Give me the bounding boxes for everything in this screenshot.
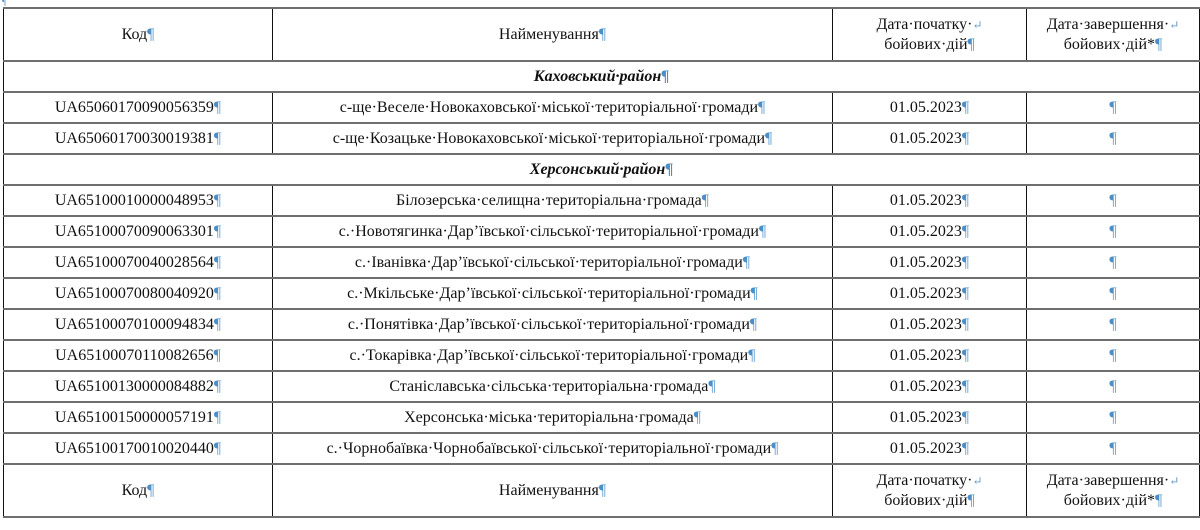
cell-end-date[interactable] [1027, 123, 1200, 154]
cell-name[interactable]: с.·Новотягинка·Дар’ївської·сільської·територіальної·громади¶ [273, 216, 833, 247]
line-break-icon: ↵ [972, 18, 983, 32]
pilcrow-icon: ¶ [748, 347, 756, 364]
cell-start-date[interactable]: 01.05.2023¶ [833, 371, 1027, 402]
cell-end-date[interactable] [1027, 216, 1200, 247]
cell-name[interactable]: Херсонська·міська·територіальна·громада¶ [273, 402, 833, 433]
cell-end-date[interactable] [1027, 433, 1200, 464]
cell-start-date[interactable]: 01.05.2023¶ [833, 340, 1027, 371]
pilcrow-icon: ¶ [213, 316, 222, 333]
pilcrow-icon: ¶ [598, 26, 607, 43]
cell-start-date[interactable]: 01.05.2023¶ [833, 123, 1027, 154]
cell-code[interactable]: UA65100070040028564¶ [4, 247, 273, 278]
pilcrow-icon: ¶ [967, 492, 975, 509]
pilcrow-icon: ¶ [1109, 316, 1117, 333]
pilcrow-icon: ¶ [1109, 285, 1117, 302]
table-row [4, 309, 1200, 340]
cell-end-date[interactable] [1027, 340, 1200, 371]
pilcrow-icon: ¶ [961, 99, 970, 116]
cell-start-date[interactable]: 01.05.2023¶ [833, 402, 1027, 433]
pilcrow-icon: ¶ [750, 285, 758, 302]
pilcrow-icon: ¶ [1109, 378, 1117, 395]
pilcrow-icon: ¶ [213, 347, 221, 364]
cell-end-date[interactable] [1027, 185, 1200, 216]
pilcrow-icon: ¶ [213, 99, 222, 116]
line-break-icon: ↵ [972, 474, 983, 488]
line-break-icon: ↵ [1169, 18, 1180, 32]
paragraph-mark: ¶ [2, 0, 7, 7]
cell-code[interactable]: UA65100070100094834¶ [4, 309, 273, 340]
table-row [4, 371, 1200, 402]
cell-name[interactable]: с.·Мкільське·Дар’ївської·сільської·територіальної·громади¶ [273, 278, 833, 309]
cell-start-date[interactable]: 01.05.2023¶ [833, 278, 1027, 309]
cell-end-date[interactable] [1027, 92, 1200, 123]
table-row [4, 340, 1200, 371]
cell-end-date[interactable] [1027, 309, 1200, 340]
pilcrow-icon: ¶ [961, 316, 970, 333]
pilcrow-icon: ¶ [749, 316, 758, 333]
table-row [4, 247, 1200, 278]
pilcrow-icon: ¶ [665, 161, 674, 178]
header-name[interactable]: Найменування¶ [273, 464, 833, 517]
pilcrow-icon: ¶ [961, 440, 970, 457]
table-row [4, 123, 1200, 154]
cell-name[interactable]: Білозерська·селищна·територіальна·громада¶ [273, 185, 833, 216]
table-header-row-repeat [4, 464, 1200, 517]
pilcrow-icon: ¶ [213, 409, 222, 426]
cell-name[interactable]: с-ще·Веселе·Новокаховської·міської·територіальної·громади¶ [273, 92, 833, 123]
line-break-icon: ↵ [1169, 474, 1180, 488]
district-title[interactable]: Каховський·район¶ [4, 61, 1200, 92]
pilcrow-icon: ¶ [213, 223, 222, 240]
cell-name[interactable]: с.·Чорнобаївка·Чорнобаївської·сільської·територіальної·громади¶ [273, 433, 833, 464]
pilcrow-icon: ¶ [598, 482, 607, 499]
header-name[interactable]: Найменування¶ [273, 8, 833, 61]
table-row [4, 216, 1200, 247]
header-start-date[interactable]: Дата·початку·↵ бойових·дій¶ [833, 8, 1027, 61]
pilcrow-icon: ¶ [661, 68, 670, 85]
pilcrow-icon: ¶ [1109, 99, 1117, 116]
pilcrow-icon: ¶ [213, 378, 222, 395]
pilcrow-icon: ¶ [967, 36, 975, 53]
pilcrow-icon: ¶ [708, 378, 716, 395]
cell-start-date[interactable]: 01.05.2023¶ [833, 185, 1027, 216]
cell-start-date[interactable]: 01.05.2023¶ [833, 309, 1027, 340]
district-group-row [4, 154, 1200, 185]
pilcrow-icon: ¶ [1109, 440, 1117, 457]
pilcrow-icon: ¶ [1109, 409, 1117, 426]
table-row [4, 92, 1200, 123]
pilcrow-icon: ¶ [961, 254, 970, 271]
table-row [4, 278, 1200, 309]
pilcrow-icon: ¶ [1109, 223, 1117, 240]
pilcrow-icon: ¶ [213, 192, 222, 209]
cell-name[interactable]: с.·Токарівка·Дар’ївської·сільської·територіальної·громади¶ [273, 340, 833, 371]
cell-start-date[interactable]: 01.05.2023¶ [833, 433, 1027, 464]
header-code[interactable]: Код¶ [4, 464, 273, 517]
table-header-row [4, 8, 1200, 61]
pilcrow-icon: ¶ [213, 440, 222, 457]
pilcrow-icon: ¶ [961, 347, 970, 364]
pilcrow-icon: ¶ [961, 130, 970, 147]
cell-name[interactable]: с.·Іванівка·Дар’ївської·сільської·територіальної·громади¶ [273, 247, 833, 278]
cell-end-date[interactable] [1027, 402, 1200, 433]
table-row [4, 433, 1200, 464]
pilcrow-icon: ¶ [147, 26, 155, 43]
pilcrow-icon: ¶ [1109, 130, 1117, 147]
pilcrow-icon: ¶ [961, 223, 970, 240]
cell-start-date[interactable]: 01.05.2023¶ [833, 92, 1027, 123]
cell-code[interactable]: UA65100130000084882¶ [4, 371, 273, 402]
pilcrow-icon: ¶ [147, 482, 155, 499]
cell-name[interactable]: с-ще·Козацьке·Новокаховської·міської·територіальної·громади¶ [273, 123, 833, 154]
pilcrow-icon: ¶ [213, 285, 222, 302]
cell-code[interactable]: UA65100070080040920¶ [4, 278, 273, 309]
pilcrow-icon: ¶ [771, 440, 779, 457]
pilcrow-icon: ¶ [1155, 492, 1163, 509]
pilcrow-icon: ¶ [1109, 347, 1117, 364]
header-start-date[interactable]: Дата·початку·↵ бойових·дій¶ [833, 464, 1027, 517]
cell-start-date[interactable]: 01.05.2023¶ [833, 247, 1027, 278]
cell-code[interactable]: UA65100010000048953¶ [4, 185, 273, 216]
pilcrow-icon: ¶ [758, 99, 766, 116]
cell-start-date[interactable]: 01.05.2023¶ [833, 216, 1027, 247]
territories-table [3, 7, 1200, 518]
cell-code[interactable]: UA65100150000057191¶ [4, 402, 273, 433]
pilcrow-icon: ¶ [213, 254, 222, 271]
table-row [4, 402, 1200, 433]
header-code[interactable]: Код¶ [4, 8, 273, 61]
table-row [4, 185, 1200, 216]
cell-name[interactable]: Станіславська·сільська·територіальна·громада¶ [273, 371, 833, 402]
header-end-date[interactable]: Дата·завершення·↵ бойових·дій*¶ [1027, 464, 1200, 517]
cell-name[interactable]: с.·Понятівка·Дар’ївської·сільської·територіальної·громади¶ [273, 309, 833, 340]
cell-code[interactable]: UA65100170010020440¶ [4, 433, 273, 464]
pilcrow-icon: ¶ [961, 378, 970, 395]
pilcrow-icon: ¶ [758, 223, 767, 240]
cell-code[interactable]: UA65060170090056359¶ [4, 92, 273, 123]
cell-code[interactable]: UA65060170030019381¶ [4, 123, 273, 154]
district-title[interactable]: Херсонський·район¶ [4, 154, 1200, 185]
pilcrow-icon: ¶ [765, 130, 773, 147]
pilcrow-icon: ¶ [961, 192, 970, 209]
cell-code[interactable]: UA65100070110082656¶ [4, 340, 273, 371]
district-group-row [4, 61, 1200, 92]
pilcrow-icon: ¶ [742, 254, 751, 271]
pilcrow-icon: ¶ [693, 409, 701, 426]
cell-code[interactable]: UA65100070090063301¶ [4, 216, 273, 247]
pilcrow-icon: ¶ [961, 409, 970, 426]
pilcrow-icon: ¶ [1109, 192, 1117, 209]
pilcrow-icon: ¶ [213, 130, 222, 147]
header-end-date[interactable]: Дата·завершення·↵ бойових·дій*¶ [1027, 8, 1200, 61]
cell-end-date[interactable] [1027, 278, 1200, 309]
pilcrow-icon: ¶ [1109, 254, 1117, 271]
pilcrow-icon: ¶ [701, 192, 709, 209]
pilcrow-icon: ¶ [1155, 36, 1163, 53]
cell-end-date[interactable] [1027, 371, 1200, 402]
cell-end-date[interactable] [1027, 247, 1200, 278]
pilcrow-icon: ¶ [961, 285, 970, 302]
